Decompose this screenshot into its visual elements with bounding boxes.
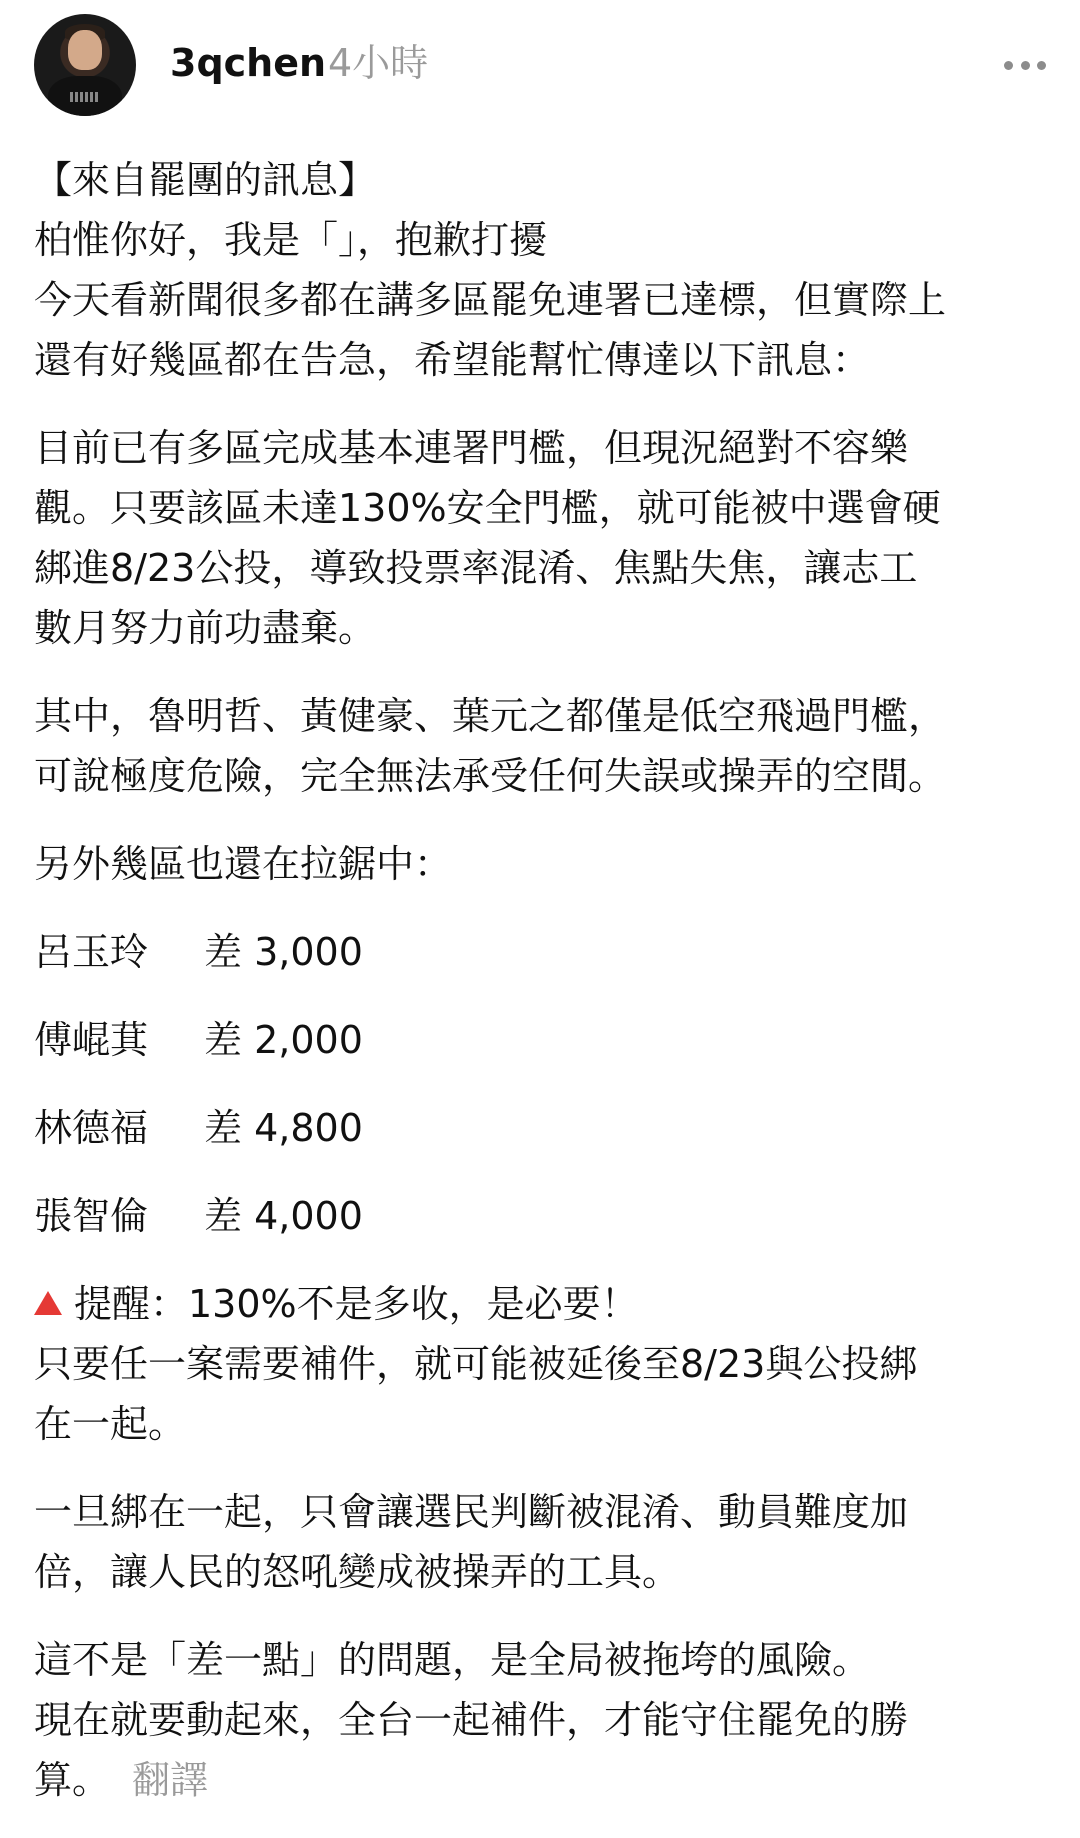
red-triangle-icon — [34, 1291, 62, 1315]
text-line: 目前已有多區完成基本連署門檻，但現況絕對不容樂 — [34, 426, 909, 470]
shortfall-row — [34, 1186, 1054, 1246]
more-dot — [1004, 61, 1013, 70]
text-line: 柏惟你好，我是「」，抱歉打擾 — [34, 218, 548, 262]
text-line: 數月努力前功盡棄。 — [34, 606, 377, 650]
text-line: 一旦綁在一起，只會讓選民判斷被混淆、動員難度加 — [34, 1490, 909, 1534]
text-line: 觀。只要該區未達130%安全門檻，就可能被中選會硬 — [34, 486, 941, 530]
shortfall-row — [34, 1098, 1054, 1158]
text-line: 其中，魯明哲、黃健豪、葉元之都僅是低空飛過門檻， — [34, 694, 947, 738]
reminder-text: 提醒：130%不是多收，是必要！ — [74, 1282, 639, 1326]
text-line: 今天看新聞很多都在講多區罷免連署已達標，但實際上 — [34, 278, 947, 322]
shortfall-amount: 差 3,000 — [204, 930, 363, 974]
other-districts-paragraph — [34, 834, 1054, 894]
shortfall-row — [34, 922, 1054, 982]
shortfall-name: 呂玉玲 — [34, 930, 149, 974]
danger-paragraph — [34, 686, 1054, 806]
threshold-paragraph — [34, 418, 1054, 658]
shortfall-name: 張智倫 — [34, 1194, 149, 1238]
consequence-paragraph — [34, 1482, 1054, 1602]
text-line: 這不是「差一點」的問題，是全局被拖垮的風險。 — [34, 1638, 871, 1682]
more-horizontal-icon[interactable] — [1004, 50, 1046, 80]
shortfall-amount: 差 2,000 — [204, 1018, 363, 1062]
username[interactable]: 3qchen — [170, 41, 327, 85]
text-line: 【來自罷團的訊息】 — [34, 158, 377, 202]
reminder-line — [34, 1274, 1054, 1334]
text-line: 還有好幾區都在告急，希望能幫忙傳達以下訊息： — [34, 338, 871, 382]
shortfall-amount: 差 4,000 — [204, 1194, 363, 1238]
post-timestamp: 4小時 — [328, 41, 429, 85]
shortfall-name: 林德福 — [34, 1106, 149, 1150]
text-line: 現在就要動起來，全台一起補件，才能守住罷免的勝 — [34, 1698, 909, 1742]
shortfall-amount: 差 4,800 — [204, 1106, 363, 1150]
text-fragment: 算。 — [34, 1758, 111, 1802]
text-line: 另外幾區也還在拉鋸中： — [34, 842, 453, 886]
reminder-paragraph — [34, 1274, 1054, 1454]
text-line: 在一起。 — [34, 1402, 187, 1446]
shortfall-row — [34, 1010, 1054, 1070]
translate-link[interactable]: 翻譯 — [132, 1758, 209, 1802]
text-line: 綁進8/23公投，導致投票率混淆、焦點失焦，讓志工 — [34, 546, 918, 590]
call-to-action-paragraph — [34, 1630, 1054, 1810]
avatar[interactable] — [34, 14, 136, 116]
avatar-face — [68, 30, 102, 70]
avatar-shirt-print — [70, 92, 100, 102]
text-line: 倍，讓人民的怒吼變成被操弄的工具。 — [34, 1550, 681, 1594]
post-body — [34, 150, 1054, 1838]
post-header — [0, 0, 1080, 130]
text-line: 可說極度危險，完全無法承受任何失誤或操弄的空間。 — [34, 754, 947, 798]
shortfall-name: 傅崐萁 — [34, 1018, 149, 1062]
more-dot — [1021, 61, 1030, 70]
text-line: 只要任一案需要補件，就可能被延後至8/23與公投綁 — [34, 1342, 918, 1386]
more-dot — [1037, 61, 1046, 70]
text-line — [34, 1750, 1054, 1810]
intro-paragraph — [34, 150, 1054, 390]
